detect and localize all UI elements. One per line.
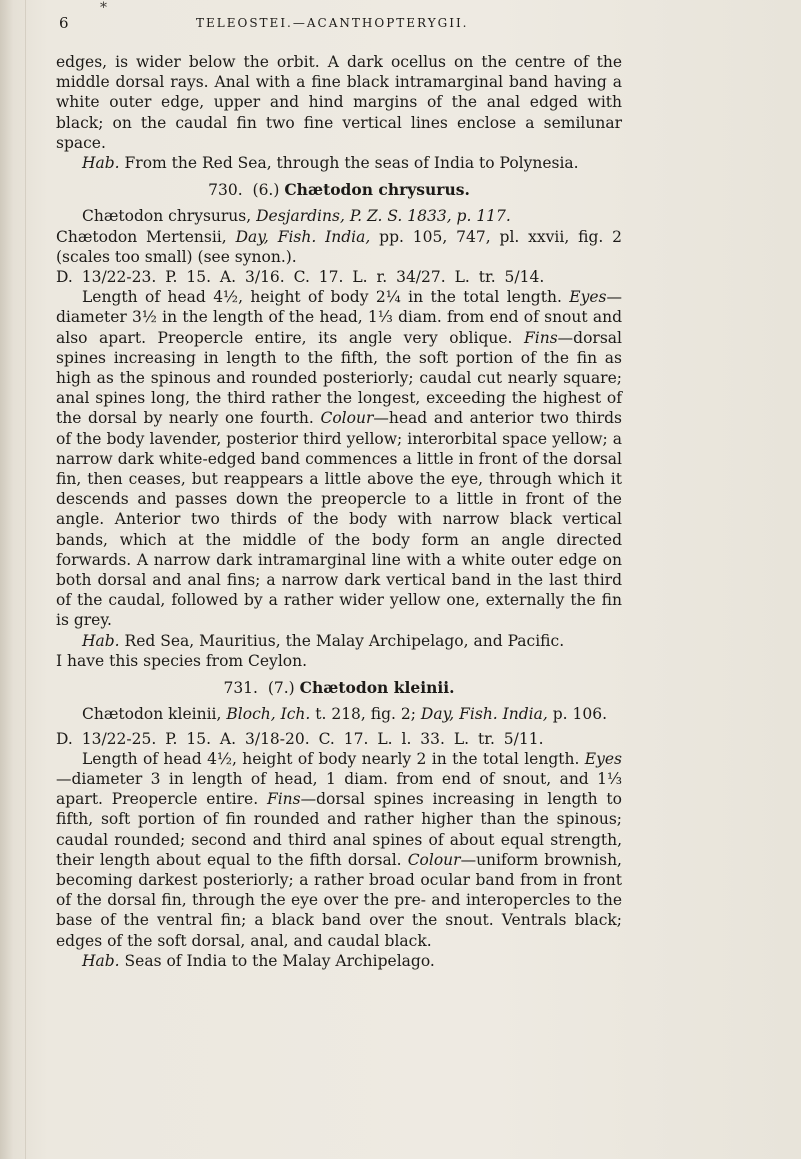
page-spine-shadow — [0, 0, 14, 1159]
continuation-paragraph — [56, 52, 622, 153]
page-number: 6 — [59, 14, 69, 32]
species-genus-number: (6.) — [252, 181, 280, 200]
running-title: TELEOSTEI.—ACANTHOPTERYGII. — [196, 16, 469, 30]
species-habitat: Hab. Red Sea, Mauritius, the Malay Archipelago, and Pacific. — [82, 631, 565, 650]
species-genus-number: (7.) — [267, 679, 295, 698]
species-description: Length of head 4½, height of body nearly 2 in the total length. Eyes—diameter 3 in length of head, 1 diam. from end of snout, and 1⅓ apart. Preopercle entire. Fins—dorsal spines increasing in length to fifth, soft portion of fin rounded and rather higher than the spinous; caudal rounded; second and third anal spines of about equal strength, their length about equal to the fifth dorsal. Colour—uniform brownish, becoming darkest posteriorly; a rather broad ocular band from in front of the dorsal fin, through the eye over the pre- and interopercles to the base of the ventral fin; a black band over the snout. Ventrals black; edges of the soft dorsal, anal, and caudal black. — [56, 749, 622, 950]
species-heading-731 — [56, 678, 622, 698]
habitat-label: Hab. — [82, 154, 120, 173]
species-name: Chætodon chrysurus. — [284, 180, 470, 200]
fin-formula: D. 13/22-23. P. 15. A. 3/16. C. 17. L. r. 34/27. L. tr. 5/14. — [56, 268, 545, 287]
species-heading-730 — [56, 180, 622, 200]
species-note: I have this species from Ceylon. — [56, 651, 308, 670]
species-description: Length of head 4½, height of body 2¼ in the total length. Eyes—diameter 3½ in the length of the head, 1⅓ diam. from end of snout and also apart. Preopercle entire, its angle very oblique. Fins—dorsal spines increasing in length to the fifth, the soft portion of the fin as high as the spinous and rounded posteriorly; caudal cut nearly square; anal spines long, the third rather the longest, exceeding the highest of the dorsal by nearly one fourth. Colour—head and anterior two thirds of the body lavender, posterior third yellow; interorbital space yellow; a narrow dark white-edged band commences a little in front of the dorsal fin, then ceases, but reappears a little above the eye, through which it descends and passes down the preopercle to a little in front of the angle. Anterior two thirds of the body with narrow black vertical bands, which at the middle of the body form an angle directed forwards. A narrow dark intramarginal line with a white outer edge on both dorsal and anal fins; a narrow dark vertical band in the last third of the caudal, followed by a rather wider yellow one, externally the fin is grey. — [56, 288, 622, 630]
species-number: 731. — [223, 679, 258, 698]
species-name: Chætodon kleinii. — [299, 678, 455, 698]
synonym-line: Chætodon Mertensii, Day, Fish. India, pp. 105, 747, pl. xxvii, fig. 2 (scales too small) (see synon.). — [56, 227, 623, 266]
species-number: 730. — [208, 181, 243, 200]
fin-formula: D. 13/22-25. P. 15. A. 3/18-20. C. 17. L. l. 33. L. tr. 5/11. — [56, 729, 544, 748]
continuation-habitat — [56, 153, 622, 173]
species-habitat: Hab. Seas of India to the Malay Archipelago. — [82, 951, 435, 970]
synonym-line: Chætodon chrysurus, Desjardins, P. Z. S. 1833, p. 117. — [82, 207, 511, 226]
continuation-text: edges, is wider below the orbit. A dark ocellus on the centre of the middle dorsal rays. Anal with a fine black intramarginal band having a white outer edge, upper and hind margins of the anal edged with black; on the caudal fin two fine vertical lines enclose a semilunar space. — [56, 53, 622, 152]
page-header — [0, 14, 801, 38]
habitat-text: From the Red Sea, through the seas of India to Polynesia. — [124, 154, 579, 173]
top-mark: * — [100, 0, 107, 16]
synonym-line: Chætodon kleinii, Bloch, Ich. t. 218, fig. 2; Day, Fish. India, p. 106. — [82, 705, 608, 724]
body-text — [56, 52, 622, 971]
page-fold-line — [25, 0, 26, 1159]
